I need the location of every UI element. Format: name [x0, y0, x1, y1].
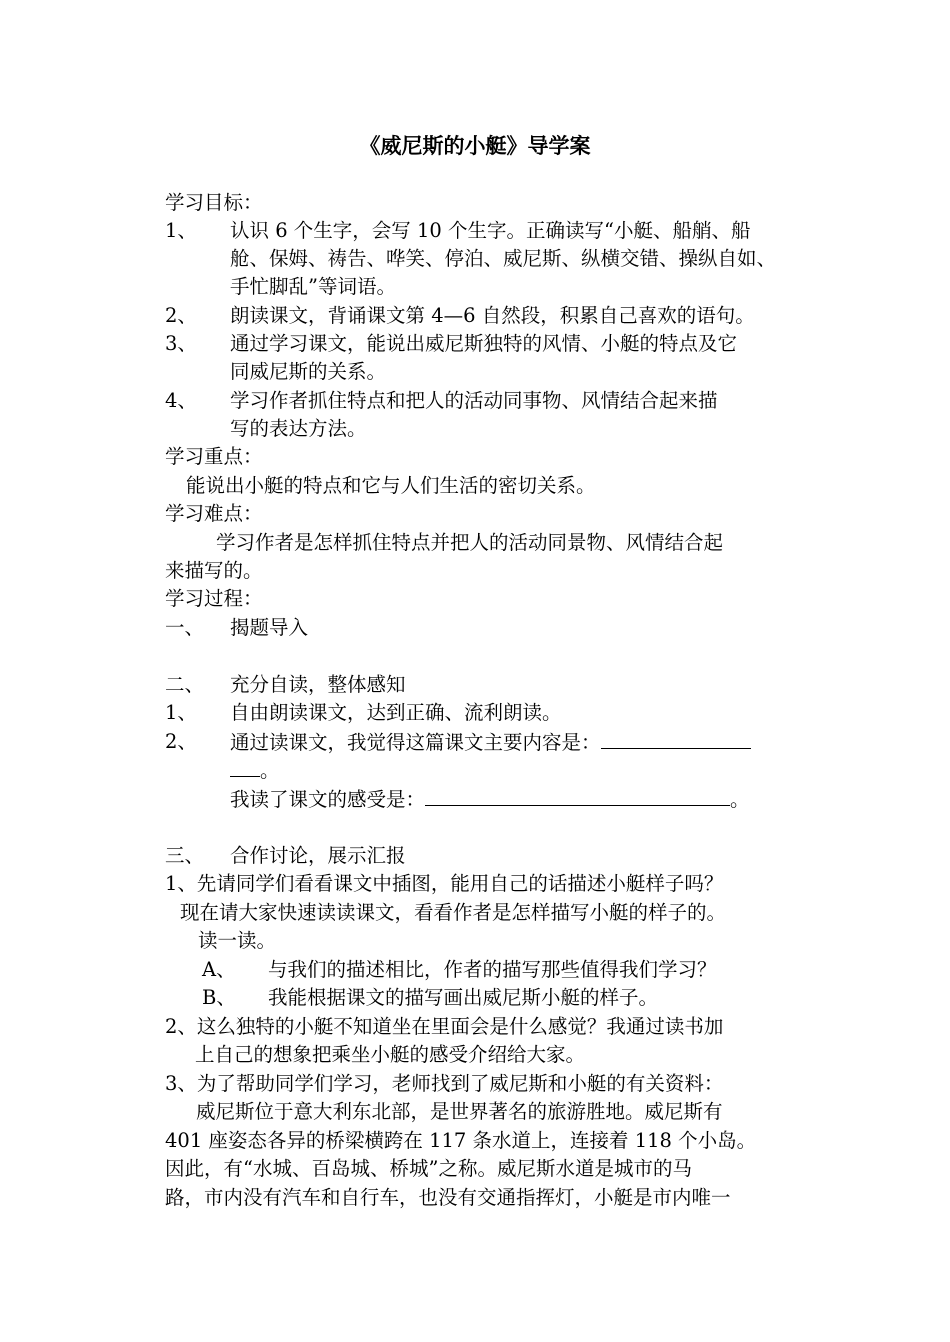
question-3-line: 3、为了帮助同学们学习，老师找到了威尼斯和小艇的有关资料：	[165, 1072, 724, 1095]
key-point-heading: 学习重点：	[165, 445, 263, 468]
content-prompt: 通过读课文，我觉得这篇课文主要内容是：	[230, 731, 601, 754]
goal-2-line-1: 朗读课文，背诵课文第 4—6 自然段，积累自己喜欢的语句。	[230, 304, 755, 327]
goal-1-line-1: 认识 6 个生字，会写 10 个生字。正确读写“小艇、船艄、船	[230, 219, 751, 242]
step-2-item-2-num: 2、	[165, 730, 197, 753]
step-3-num: 三、	[165, 844, 205, 867]
step-2-item-2-text	[230, 728, 751, 757]
goal-1-line-3: 手忙脚乱”等词语。	[230, 275, 396, 298]
material-line-3: 因此，有“水城、百岛城、桥城”之称。威尼斯水道是城市的马	[165, 1157, 692, 1180]
step-2-item-1-text: 自由朗读课文，达到正确、流利朗读。	[230, 701, 562, 724]
key-point-text: 能说出小艇的特点和它与人们生活的密切关系。	[186, 474, 596, 497]
sub-a-label: A、	[202, 958, 236, 981]
document-title: 《威尼斯的小艇》导学案	[359, 133, 591, 158]
goal-2-num: 2、	[165, 304, 197, 327]
step-2-item-2-cont	[230, 756, 280, 785]
question-1-line-3: 读一读。	[198, 929, 277, 952]
difficulty-heading: 学习难点：	[165, 502, 263, 525]
difficulty-line-2: 来描写的。	[165, 559, 263, 582]
material-line-1: 威尼斯位于意大利东北部，是世界著名的旅游胜地。威尼斯有	[196, 1100, 723, 1123]
goal-4-num: 4、	[165, 389, 197, 412]
goal-3-line-2: 同威尼斯的关系。	[230, 360, 387, 383]
goal-1-line-2: 舱、保姆、祷告、哗笑、停泊、威尼斯、纵横交错、操纵自如、	[230, 247, 777, 270]
feeling-line	[230, 785, 750, 814]
step-2-text: 充分自读，整体感知	[230, 673, 406, 696]
step-3-text: 合作讨论，展示汇报	[230, 844, 406, 867]
feeling-answer-blank[interactable]	[425, 785, 730, 806]
material-line-4: 路，市内没有汽车和自行车，也没有交通指挥灯，小艇是市内唯一	[165, 1186, 731, 1209]
difficulty-line-1: 学习作者是怎样抓住特点并把人的活动同景物、风情结合起	[216, 531, 724, 554]
sub-a-text: 与我们的描述相比，作者的描写那些值得我们学习？	[268, 958, 717, 981]
step-2-item-1-num: 1、	[165, 701, 197, 724]
content-answer-blank-cont[interactable]	[230, 756, 260, 777]
sub-b-label: B、	[202, 986, 236, 1009]
sub-b-text: 我能根据课文的描写画出威尼斯小艇的样子。	[268, 986, 659, 1009]
goal-3-num: 3、	[165, 332, 197, 355]
content-answer-blank[interactable]	[601, 728, 751, 749]
material-line-2: 401 座姿态各异的桥梁横跨在 117 条水道上，连接着 118 个小岛。	[165, 1129, 757, 1152]
goal-4-line-1: 学习作者抓住特点和把人的活动同事物、风情结合起来描	[230, 389, 718, 412]
step-1-num: 一、	[165, 616, 205, 639]
step-2-num: 二、	[165, 673, 205, 696]
question-1-line-1: 1、先请同学们看看课文中插图，能用自己的话描述小艇样子吗？	[165, 872, 724, 895]
question-2-line-1: 2、这么独特的小艇不知道坐在里面会是什么感觉？我通过读书加	[165, 1015, 724, 1038]
question-1-line-2: 现在请大家快速读读课文，看看作者是怎样描写小艇的样子的。	[180, 901, 727, 924]
content-end-mark: 。	[260, 759, 280, 782]
feeling-prompt: 我读了课文的感受是：	[230, 788, 426, 811]
goal-1-num: 1、	[165, 219, 197, 242]
goal-4-line-2: 写的表达方法。	[230, 417, 367, 440]
question-2-line-2: 上自己的想象把乘坐小艇的感受介绍给大家。	[195, 1043, 586, 1066]
step-1-text: 揭题导入	[230, 616, 309, 639]
feeling-end-mark: 。	[730, 788, 750, 811]
goal-3-line-1: 通过学习课文，能说出威尼斯独特的风情、小艇的特点及它	[230, 332, 738, 355]
process-heading: 学习过程：	[165, 587, 263, 610]
goals-heading: 学习目标：	[165, 191, 263, 214]
